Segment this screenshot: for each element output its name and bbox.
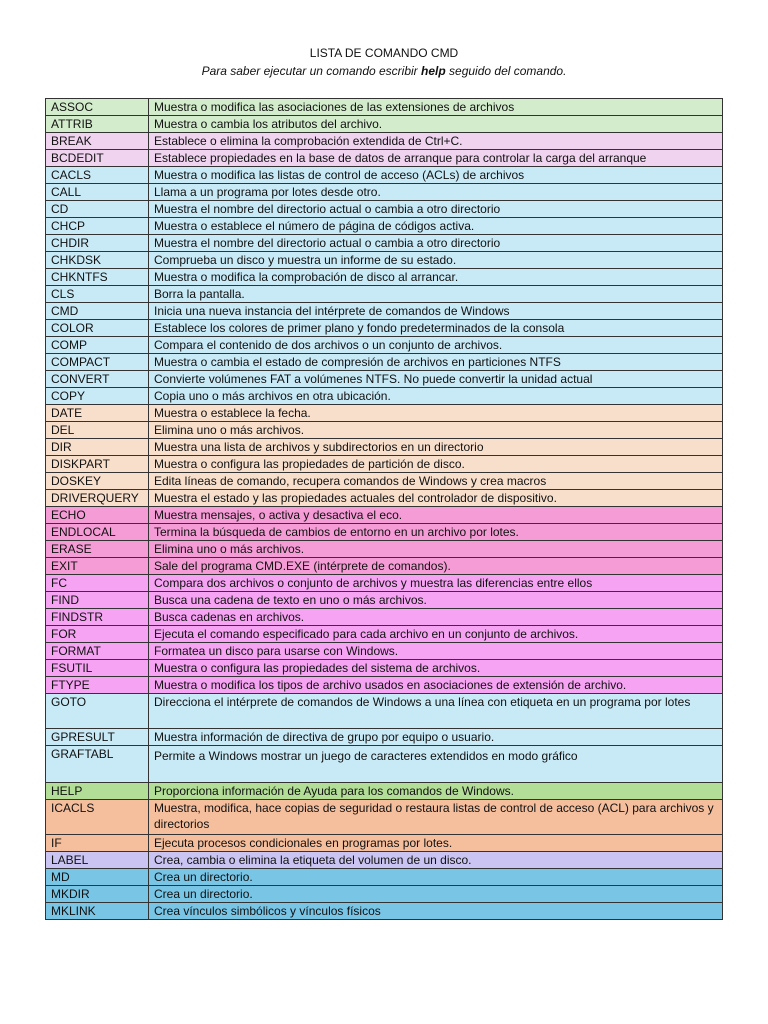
subtitle-help-keyword: help	[421, 64, 446, 78]
command-description-cell: Compara el contenido de dos archivos o un conjunto de archivos.	[149, 337, 723, 354]
command-description-cell: Elimina uno o más archivos.	[149, 541, 723, 558]
table-row	[46, 303, 723, 320]
table-row	[46, 184, 723, 201]
command-name-cell: GRAFTABL	[46, 746, 149, 783]
command-name-cell: FORMAT	[46, 643, 149, 660]
command-name-cell: FSUTIL	[46, 660, 149, 677]
command-name-cell: MKDIR	[46, 886, 149, 903]
command-description-cell: Muestra o configura las propiedades de partición de disco.	[149, 456, 723, 473]
command-name-cell: CLS	[46, 286, 149, 303]
command-name-cell: ASSOC	[46, 99, 149, 116]
command-description-cell: Convierte volúmenes FAT a volúmenes NTFS. No puede convertir la unidad actual	[149, 371, 723, 388]
table-row	[46, 575, 723, 592]
page-subtitle	[0, 64, 768, 79]
command-name-cell: DEL	[46, 422, 149, 439]
command-name-cell: DATE	[46, 405, 149, 422]
command-name-cell: MD	[46, 869, 149, 886]
command-name-cell: ATTRIB	[46, 116, 149, 133]
command-name-cell: COMP	[46, 337, 149, 354]
command-description-cell: Muestra o establece el número de página de códigos activa.	[149, 218, 723, 235]
command-name-cell: FTYPE	[46, 677, 149, 694]
command-description-cell: Crea, cambia o elimina la etiqueta del volumen de un disco.	[149, 852, 723, 869]
command-name-cell: FC	[46, 575, 149, 592]
command-name-cell: BREAK	[46, 133, 149, 150]
table-row	[46, 320, 723, 337]
command-name-cell: GOTO	[46, 694, 149, 729]
command-description-cell: Direcciona el intérprete de comandos de Windows a una línea con etiqueta en un programa por lotes	[149, 694, 723, 729]
table-row	[46, 269, 723, 286]
command-name-cell: DISKPART	[46, 456, 149, 473]
table-row	[46, 886, 723, 903]
command-name-cell: ERASE	[46, 541, 149, 558]
table-row	[46, 337, 723, 354]
table-row	[46, 167, 723, 184]
table-row	[46, 439, 723, 456]
table-row	[46, 150, 723, 167]
command-description-cell: Muestra, modifica, hace copias de seguridad o restaura listas de control de acceso (ACL) para archivos y directorios	[149, 800, 723, 835]
command-name-cell: CD	[46, 201, 149, 218]
command-description-cell: Borra la pantalla.	[149, 286, 723, 303]
command-name-cell: DRIVERQUERY	[46, 490, 149, 507]
table-row	[46, 660, 723, 677]
command-description-cell: Muestra o modifica los tipos de archivo usados en asociaciones de extensión de archivo.	[149, 677, 723, 694]
command-name-cell: DIR	[46, 439, 149, 456]
subtitle-text-end: seguido del comando.	[445, 64, 567, 78]
table-row	[46, 252, 723, 269]
table-row	[46, 490, 723, 507]
command-description-cell: Busca una cadena de texto en uno o más archivos.	[149, 592, 723, 609]
table-row	[46, 746, 723, 783]
table-row	[46, 694, 723, 729]
command-description-cell: Comprueba un disco y muestra un informe de su estado.	[149, 252, 723, 269]
table-row	[46, 558, 723, 575]
command-name-cell: CHKNTFS	[46, 269, 149, 286]
command-description-cell: Compara dos archivos o conjunto de archivos y muestra las diferencias entre ellos	[149, 575, 723, 592]
table-row	[46, 201, 723, 218]
command-description-cell: Formatea un disco para usarse con Windows.	[149, 643, 723, 660]
table-row	[46, 354, 723, 371]
command-name-cell: IF	[46, 835, 149, 852]
table-row	[46, 99, 723, 116]
table-row	[46, 286, 723, 303]
command-name-cell: EXIT	[46, 558, 149, 575]
command-description-cell: Sale del programa CMD.EXE (intérprete de comandos).	[149, 558, 723, 575]
command-description-cell: Termina la búsqueda de cambios de entorno en un archivo por lotes.	[149, 524, 723, 541]
command-description-cell: Muestra o modifica las asociaciones de las extensiones de archivos	[149, 99, 723, 116]
command-description-cell: Muestra o modifica las listas de control de acceso (ACLs) de archivos	[149, 167, 723, 184]
command-description-cell: Establece propiedades en la base de datos de arranque para controlar la carga del arranque	[149, 150, 723, 167]
command-name-cell: CMD	[46, 303, 149, 320]
command-description-cell: Muestra una lista de archivos y subdirectorios en un directorio	[149, 439, 723, 456]
command-name-cell: ECHO	[46, 507, 149, 524]
table-row	[46, 852, 723, 869]
command-name-cell: COPY	[46, 388, 149, 405]
command-description-cell: Muestra el estado y las propiedades actuales del controlador de dispositivo.	[149, 490, 723, 507]
table-row	[46, 541, 723, 558]
command-description-cell: Muestra el nombre del directorio actual o cambia a otro directorio	[149, 235, 723, 252]
table-row	[46, 388, 723, 405]
table-row	[46, 626, 723, 643]
table-row	[46, 507, 723, 524]
table-row	[46, 835, 723, 852]
command-name-cell: CHDIR	[46, 235, 149, 252]
command-name-cell: CHKDSK	[46, 252, 149, 269]
command-description-cell: Elimina uno o más archivos.	[149, 422, 723, 439]
table-row	[46, 903, 723, 920]
command-name-cell: FOR	[46, 626, 149, 643]
table-row	[46, 800, 723, 835]
command-name-cell: BCDEDIT	[46, 150, 149, 167]
table-row	[46, 133, 723, 150]
command-description-cell: Muestra mensajes, o activa y desactiva el eco.	[149, 507, 723, 524]
command-description-cell: Crea vínculos simbólicos y vínculos físicos	[149, 903, 723, 920]
table-row	[46, 609, 723, 626]
command-description-cell: Busca cadenas en archivos.	[149, 609, 723, 626]
command-description-cell: Muestra información de directiva de grupo por equipo o usuario.	[149, 729, 723, 746]
command-name-cell: CHCP	[46, 218, 149, 235]
command-name-cell: DOSKEY	[46, 473, 149, 490]
command-description-cell: Muestra el nombre del directorio actual o cambia a otro directorio	[149, 201, 723, 218]
command-description-cell: Establece los colores de primer plano y fondo predeterminados de la consola	[149, 320, 723, 337]
command-description-cell: Llama a un programa por lotes desde otro.	[149, 184, 723, 201]
command-description-cell: Muestra o configura las propiedades del sistema de archivos.	[149, 660, 723, 677]
command-name-cell: FIND	[46, 592, 149, 609]
command-name-cell: HELP	[46, 783, 149, 800]
command-description-cell: Ejecuta el comando especificado para cada archivo en un conjunto de archivos.	[149, 626, 723, 643]
command-description-cell: Edita líneas de comando, recupera comandos de Windows y crea macros	[149, 473, 723, 490]
command-description-cell: Inicia una nueva instancia del intérprete de comandos de Windows	[149, 303, 723, 320]
table-row	[46, 116, 723, 133]
table-row	[46, 643, 723, 660]
table-row	[46, 473, 723, 490]
command-description-cell: Muestra o cambia el estado de compresión de archivos en particiones NTFS	[149, 354, 723, 371]
command-name-cell: FINDSTR	[46, 609, 149, 626]
command-description-cell: Crea un directorio.	[149, 869, 723, 886]
command-name-cell: COMPACT	[46, 354, 149, 371]
command-name-cell: CONVERT	[46, 371, 149, 388]
command-name-cell: MKLINK	[46, 903, 149, 920]
table-row	[46, 729, 723, 746]
command-description-cell: Permite a Windows mostrar un juego de caracteres extendidos en modo gráfico	[149, 746, 723, 783]
commands-table-body	[46, 99, 723, 920]
command-name-cell: GPRESULT	[46, 729, 149, 746]
command-description-cell: Copia uno o más archivos en otra ubicación.	[149, 388, 723, 405]
command-description-cell: Proporciona información de Ayuda para los comandos de Windows.	[149, 783, 723, 800]
table-row	[46, 869, 723, 886]
table-row	[46, 524, 723, 541]
table-row	[46, 371, 723, 388]
command-description-cell: Muestra o modifica la comprobación de disco al arrancar.	[149, 269, 723, 286]
command-description-cell: Ejecuta procesos condicionales en programas por lotes.	[149, 835, 723, 852]
table-row	[46, 783, 723, 800]
table-row	[46, 456, 723, 473]
subtitle-text-start: Para saber ejecutar un comando escribir	[201, 64, 422, 78]
table-row	[46, 677, 723, 694]
table-row	[46, 592, 723, 609]
command-name-cell: CALL	[46, 184, 149, 201]
command-name-cell: CACLS	[46, 167, 149, 184]
table-row	[46, 218, 723, 235]
command-name-cell: LABEL	[46, 852, 149, 869]
command-description-cell: Establece o elimina la comprobación extendida de Ctrl+C.	[149, 133, 723, 150]
command-name-cell: ICACLS	[46, 800, 149, 835]
command-description-cell: Muestra o cambia los atributos del archivo.	[149, 116, 723, 133]
commands-table	[45, 98, 723, 920]
page-title: LISTA DE COMANDO CMD	[309, 46, 459, 60]
command-name-cell: ENDLOCAL	[46, 524, 149, 541]
table-row	[46, 235, 723, 252]
command-description-cell: Muestra o establece la fecha.	[149, 405, 723, 422]
command-description-cell: Crea un directorio.	[149, 886, 723, 903]
command-name-cell: COLOR	[46, 320, 149, 337]
table-row	[46, 405, 723, 422]
table-row	[46, 422, 723, 439]
